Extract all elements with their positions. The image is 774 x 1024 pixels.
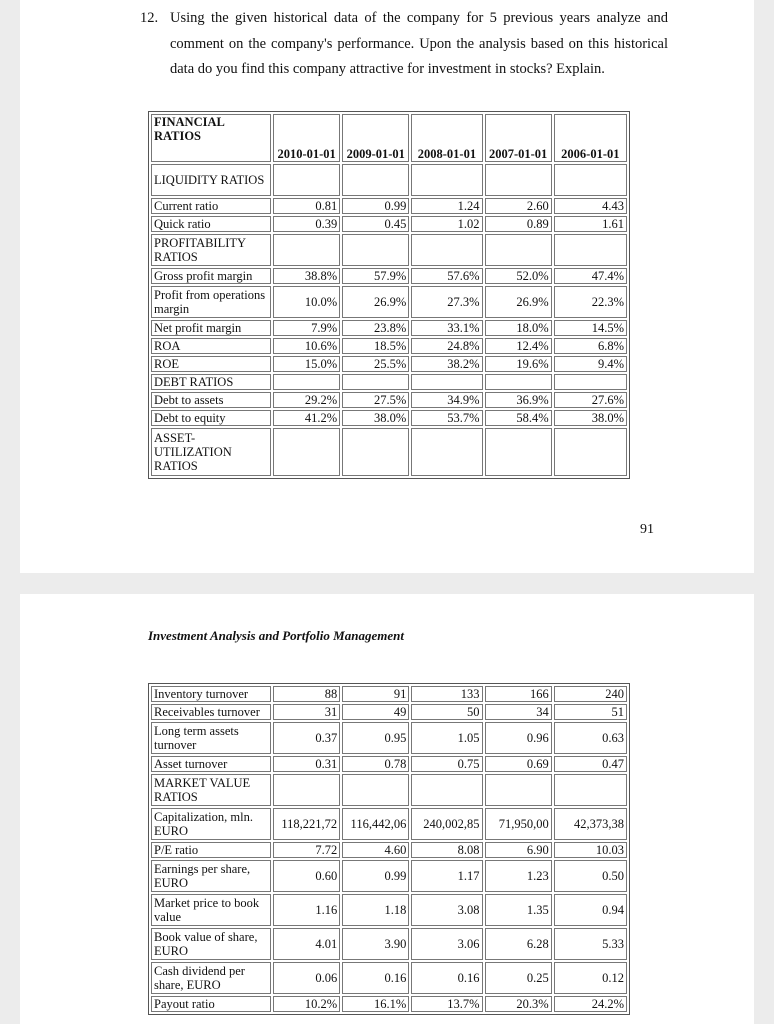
table-row [151,428,627,476]
table-cell: 24.8% [411,338,482,354]
table-row [151,962,627,994]
table-cell: 10.6% [273,338,340,354]
running-header: Investment Analysis and Portfolio Management [148,628,404,643]
header-year: 2006-01-01 [554,114,627,162]
table-cell: 6.8% [554,338,627,354]
table-cell: 1.24 [411,198,482,214]
table-cell: 118,221,72 [273,808,340,840]
table-cell [273,374,340,390]
table-cell: 57.9% [342,268,409,284]
table-cell: 57.6% [411,268,482,284]
financial-ratios-table [148,111,630,479]
table-cell: 0.12 [554,962,627,994]
table-cell: 71,950,00 [485,808,552,840]
table-cell [485,428,552,476]
table-cell [554,234,627,266]
row-label: Earnings per share, EURO [151,860,271,892]
table-cell: 1.16 [273,894,340,926]
row-label: Profit from operations margin [151,286,271,318]
table-cell: 7.72 [273,842,340,858]
table-cell: 9.4% [554,356,627,372]
table-header-row [151,114,627,162]
financial-ratios-body [151,164,627,476]
table-cell: 0.16 [342,962,409,994]
row-label: ASSET-UTILIZATION RATIOS [151,428,271,476]
table-cell: 10.03 [554,842,627,858]
table-cell [411,234,482,266]
table-row [151,234,627,266]
table-cell: 33.1% [411,320,482,336]
table-cell [411,374,482,390]
question-12 [140,6,668,83]
table-cell: 133 [411,686,482,702]
table-cell: 0.81 [273,198,340,214]
row-label: Long term assets turnover [151,722,271,754]
table-cell: 0.60 [273,860,340,892]
table-row [151,808,627,840]
table-cell: 38.0% [554,410,627,426]
table-cell: 0.75 [411,756,482,772]
table-cell: 0.50 [554,860,627,892]
row-label: Debt to equity [151,410,271,426]
table-cell: 0.45 [342,216,409,232]
table-cell: 14.5% [554,320,627,336]
table-row [151,356,627,372]
table-cell: 4.60 [342,842,409,858]
table-cell: 27.3% [411,286,482,318]
table-cell [342,234,409,266]
table-row [151,928,627,960]
table-cell: 0.95 [342,722,409,754]
table-cell: 1.35 [485,894,552,926]
table-cell [273,164,340,196]
table-cell [411,774,482,806]
row-label: Inventory turnover [151,686,271,702]
row-label: Book value of share, EURO [151,928,271,960]
table-cell: 1.17 [411,860,482,892]
table-cell: 0.39 [273,216,340,232]
table-cell: 0.89 [485,216,552,232]
table-cell: 5.33 [554,928,627,960]
table-cell: 0.78 [342,756,409,772]
row-label: P/E ratio [151,842,271,858]
table-cell [554,428,627,476]
table-cell: 1.18 [342,894,409,926]
table-cell: 34 [485,704,552,720]
table-cell: 3.08 [411,894,482,926]
table-cell: 0.69 [485,756,552,772]
ratios-table-continued [148,683,630,1015]
table-cell: 6.28 [485,928,552,960]
question-number: 12. [140,10,159,26]
table-row [151,410,627,426]
table-row [151,756,627,772]
document-page-92 [20,594,754,1024]
table-cell: 4.01 [273,928,340,960]
table-cell: 166 [485,686,552,702]
table-row [151,216,627,232]
table-cell: 0.99 [342,860,409,892]
table-cell: 0.47 [554,756,627,772]
table-row [151,320,627,336]
table-cell [342,164,409,196]
table-row [151,286,627,318]
document-page-91 [20,0,754,573]
table-row [151,996,627,1012]
row-label: Net profit margin [151,320,271,336]
table-cell: 10.0% [273,286,340,318]
table-cell: 12.4% [485,338,552,354]
table-cell: 50 [411,704,482,720]
table-cell: 38.8% [273,268,340,284]
table-cell: 19.6% [485,356,552,372]
table-row [151,198,627,214]
row-label: LIQUIDITY RATIOS [151,164,271,196]
table-cell: 0.94 [554,894,627,926]
table-cell [342,428,409,476]
table-cell: 7.9% [273,320,340,336]
table-cell: 15.0% [273,356,340,372]
header-year: 2009-01-01 [342,114,409,162]
table-row [151,338,627,354]
table-cell: 52.0% [485,268,552,284]
row-label: Asset turnover [151,756,271,772]
table-cell [485,234,552,266]
table-cell: 29.2% [273,392,340,408]
table-cell [554,374,627,390]
table-cell: 0.63 [554,722,627,754]
table-cell: 22.3% [554,286,627,318]
table-cell: 18.0% [485,320,552,336]
table-row [151,268,627,284]
table-cell: 0.06 [273,962,340,994]
table-cell: 4.43 [554,198,627,214]
table-cell: 1.61 [554,216,627,232]
table-row [151,842,627,858]
row-label: Market price to book value [151,894,271,926]
table-cell: 3.06 [411,928,482,960]
table-cell: 53.7% [411,410,482,426]
table-cell: 1.23 [485,860,552,892]
row-label: Gross profit margin [151,268,271,284]
table-cell: 34.9% [411,392,482,408]
table-cell: 20.3% [485,996,552,1012]
row-label: Cash dividend per share, EURO [151,962,271,994]
table-row [151,374,627,390]
table-cell: 27.5% [342,392,409,408]
row-label: DEBT RATIOS [151,374,271,390]
table-row [151,894,627,926]
table-cell: 18.5% [342,338,409,354]
table-cell: 41.2% [273,410,340,426]
header-year: 2010-01-01 [273,114,340,162]
row-label: ROA [151,338,271,354]
row-label: Receivables turnover [151,704,271,720]
table-cell [485,774,552,806]
row-label: Current ratio [151,198,271,214]
page-number: 91 [640,522,654,537]
table-cell: 47.4% [554,268,627,284]
table-cell: 0.37 [273,722,340,754]
table-cell: 16.1% [342,996,409,1012]
table-cell: 51 [554,704,627,720]
table-row [151,860,627,892]
table-cell: 91 [342,686,409,702]
table-cell [273,234,340,266]
table-cell [554,164,627,196]
table-cell: 116,442,06 [342,808,409,840]
table-row [151,722,627,754]
table-cell: 38.0% [342,410,409,426]
row-label: Capitalization, mln. EURO [151,808,271,840]
table-row [151,164,627,196]
table-row [151,686,627,702]
table-cell [273,428,340,476]
table-cell: 49 [342,704,409,720]
table-cell [342,774,409,806]
table-cell: 27.6% [554,392,627,408]
table-cell: 26.9% [342,286,409,318]
table-cell: 10.2% [273,996,340,1012]
header-year: 2008-01-01 [411,114,482,162]
table-cell [273,774,340,806]
table-cell: 0.31 [273,756,340,772]
table-cell: 1.02 [411,216,482,232]
table-cell: 42,373,38 [554,808,627,840]
table-cell: 6.90 [485,842,552,858]
table-cell: 25.5% [342,356,409,372]
table-cell: 240 [554,686,627,702]
table-cell: 3.90 [342,928,409,960]
row-label: Payout ratio [151,996,271,1012]
row-label: PROFITABILITY RATIOS [151,234,271,266]
table-row [151,392,627,408]
table-cell [411,164,482,196]
table-cell: 58.4% [485,410,552,426]
table-cell [342,374,409,390]
header-year: 2007-01-01 [485,114,552,162]
row-label: ROE [151,356,271,372]
table-cell: 26.9% [485,286,552,318]
row-label: Quick ratio [151,216,271,232]
table-cell [485,374,552,390]
row-label: MARKET VALUE RATIOS [151,774,271,806]
table-row [151,774,627,806]
table-cell: 0.25 [485,962,552,994]
table-cell: 1.05 [411,722,482,754]
table-cell [554,774,627,806]
table-cell: 31 [273,704,340,720]
table-cell: 38.2% [411,356,482,372]
table-cell: 88 [273,686,340,702]
table-cell: 0.16 [411,962,482,994]
table-cell [485,164,552,196]
header-financial-ratios: FINANCIAL RATIOS [151,114,271,162]
table-cell: 36.9% [485,392,552,408]
table-cell: 0.99 [342,198,409,214]
table-cell [411,428,482,476]
ratios-table-continued-body [151,686,627,1012]
table-cell: 23.8% [342,320,409,336]
row-label: Debt to assets [151,392,271,408]
table-cell: 0.96 [485,722,552,754]
table-row [151,704,627,720]
table-cell: 24.2% [554,996,627,1012]
table-cell: 240,002,85 [411,808,482,840]
table-cell: 2.60 [485,198,552,214]
table-cell: 13.7% [411,996,482,1012]
table-cell: 8.08 [411,842,482,858]
question-text: Using the given historical data of the company for 5 previous years analyze and comment on the company's performance. Upon the analysis based on this historical data do you find this company attractive for investment in stocks? Explain. [170,10,668,77]
